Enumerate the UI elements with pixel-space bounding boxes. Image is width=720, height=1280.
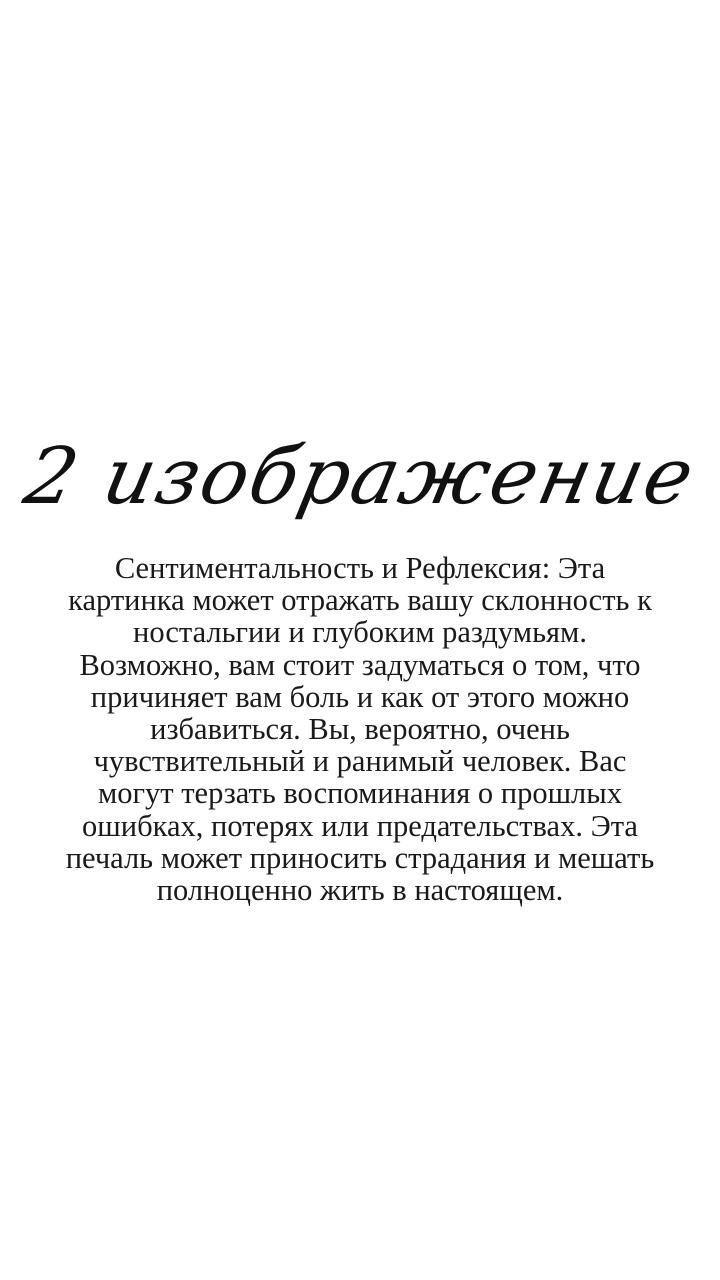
page-title: 2 изображение: [17, 432, 703, 523]
description-text: Сентиментальность и Рефлексия: Эта картинка может отражать вашу склонность к ностальгии и глубоким раздумьям. Возможно, вам стоит задуматься о том, что причиняет вам боль и как от этого можно избавиться. Вы, вероятно, очень чувствительный и ранимый человек. Вас могут терзать воспоминания о прошлых ошибках, потерях или предательствах. Эта печаль может приносить страдания и мешать полноценно жить в настоящем.: [65, 551, 655, 908]
